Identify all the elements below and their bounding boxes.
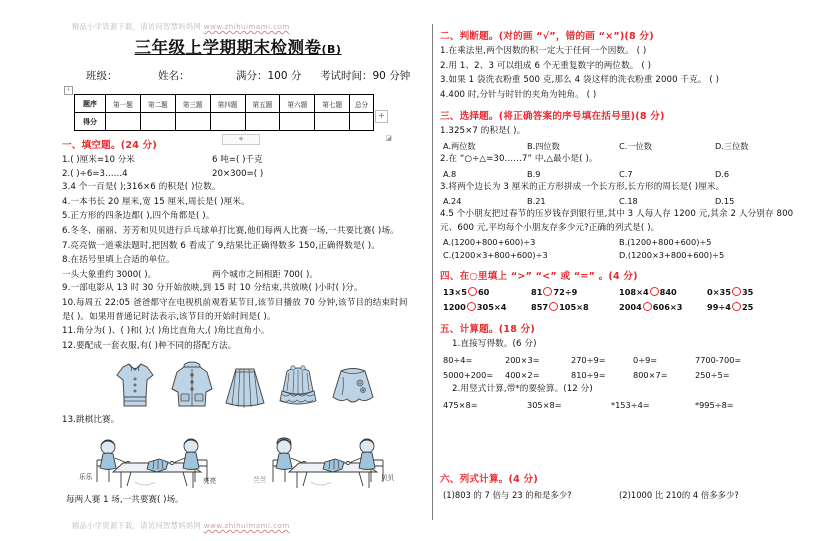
option-c[interactable]: C.一位数 bbox=[619, 140, 652, 151]
two-kids-table-icon-2 bbox=[251, 430, 401, 492]
fill-item-2-left: 2.( )÷6=3……4 bbox=[62, 168, 128, 179]
compare-item bbox=[443, 285, 531, 300]
total-score-label: 满分：100 分 bbox=[236, 70, 302, 82]
option-b[interactable]: B.9 bbox=[527, 168, 541, 179]
judge-item-3: 3.如果 1 袋洗衣粉重 500 克,那么 4 袋这样的洗衣粉重 2000 千克。 ( ) bbox=[440, 75, 720, 86]
score-table-col-7: 第七题 bbox=[315, 95, 350, 113]
calc-expr: *995÷8= bbox=[695, 399, 734, 410]
watermark-top bbox=[72, 22, 290, 32]
score-table-wrapper bbox=[66, 87, 392, 143]
compare-right: 35 bbox=[741, 287, 754, 298]
calc-expr: 810÷9= bbox=[571, 369, 606, 380]
student-info-line bbox=[62, 68, 414, 83]
compare-left: 0×35 bbox=[707, 287, 731, 298]
vertical-calc-row bbox=[440, 398, 812, 413]
section-5-sub-2: 2.用竖式计算,带*的要验算。(12 分) bbox=[452, 383, 593, 394]
fill-item-8-left: 一头大象重约 3000( )。 bbox=[62, 269, 157, 280]
name-label: 姓名： bbox=[158, 70, 190, 82]
calc-expr: 270÷9= bbox=[571, 354, 606, 365]
choice-item-3-options bbox=[440, 195, 812, 208]
compare-left: 13×5 bbox=[443, 287, 467, 298]
fill-item-8: 8.在括号里填上合适的单位。 bbox=[62, 255, 175, 266]
watermark-bottom bbox=[72, 521, 290, 531]
choice-item-1-stem: 1.325×7 的积是( )。 bbox=[440, 126, 526, 137]
scene-left bbox=[75, 430, 225, 492]
compare-item bbox=[619, 300, 707, 315]
option-a[interactable]: A.(1200+800+600)÷3 bbox=[443, 237, 536, 248]
option-a[interactable]: A.8 bbox=[443, 168, 457, 179]
page-title-suffix: (B) bbox=[321, 43, 342, 56]
compare-circle-icon[interactable] bbox=[732, 302, 741, 311]
score-table-row-label-2: 得分 bbox=[75, 113, 106, 131]
calc-expr: 5000+200= bbox=[443, 369, 494, 380]
scene-label-beibei: 贝贝 bbox=[381, 473, 395, 482]
compare-right: 25 bbox=[741, 302, 754, 313]
table-row bbox=[75, 113, 374, 131]
calc-expr: 250÷5= bbox=[695, 369, 730, 380]
table-row bbox=[75, 95, 374, 113]
compare-item bbox=[531, 285, 619, 300]
page-title bbox=[62, 34, 414, 58]
calc-expr: 800×7= bbox=[633, 369, 668, 380]
score-table bbox=[74, 94, 374, 131]
right-column bbox=[440, 22, 812, 502]
fill-item-10: 10.每周五 22:05 爸爸都守在电视机前观看某节目,该节目播放 70 分钟,该节目的结束时间是( )。如果用普通记时法表示,该节目的开始时间是( )。 bbox=[62, 297, 408, 322]
scene-label-liangliang: 亮亮 bbox=[203, 476, 217, 485]
compare-circle-icon[interactable] bbox=[468, 287, 477, 296]
score-cell[interactable] bbox=[280, 113, 315, 131]
compare-item bbox=[531, 300, 619, 315]
fill-item-8-units bbox=[62, 269, 414, 283]
compare-right: 305×4 bbox=[476, 302, 507, 313]
skirt-icon bbox=[223, 363, 267, 411]
section-5-sub-1: 1.直接写得数。(6 分) bbox=[452, 339, 537, 350]
compare-left: 99÷4 bbox=[707, 302, 731, 313]
calc-expr: 0÷9= bbox=[633, 354, 658, 365]
page-title-main: 三年级上学期期末检测卷 bbox=[134, 38, 322, 57]
calc-expr: 7700-700= bbox=[695, 354, 742, 365]
clothing-illustration-group bbox=[72, 357, 414, 411]
fill-item-13-closing: 每两人赛 1 场,一共要赛( )场。 bbox=[66, 494, 184, 505]
option-b[interactable]: B.四位数 bbox=[527, 140, 560, 151]
choice-item-4-stem: 4.5 个小朋友把过春节的压岁钱存到银行里,其中 3 人每人存 1200 元,其余 2 人分别存 800 元、600 元,平均每个小朋友存多少元?正确的列式是( )。 bbox=[440, 209, 794, 233]
word-problem-1: (1)803 的 7 倍与 23 的和是多少? bbox=[443, 489, 572, 500]
compare-item bbox=[443, 300, 531, 315]
fill-item-4: 4.一本书长 20 厘米,宽 15 厘米,周长是( )厘米。 bbox=[62, 196, 250, 207]
fill-item-1-left: 1.( )厘米=10 分米 bbox=[62, 155, 135, 165]
choice-item-3-stem: 3.将两个边长为 3 厘米的正方形拼成一个长方形,长方形的周长是( )厘米。 bbox=[440, 181, 725, 192]
fill-item-1-right: 6 吨=( )千克 bbox=[212, 155, 263, 165]
section-4-heading: 四、在○里填上 “>” “<” 或 “=” 。(4 分) bbox=[440, 271, 638, 283]
option-a[interactable]: A.两位数 bbox=[443, 140, 476, 151]
option-b[interactable]: B.21 bbox=[527, 196, 546, 207]
class-label: 班级： bbox=[86, 70, 118, 82]
fill-item-1 bbox=[62, 154, 414, 168]
fill-item-5: 5.正方形的四条边都( ),四个角都是( )。 bbox=[62, 211, 215, 222]
compare-right: 72÷9 bbox=[553, 287, 578, 298]
compare-left: 857 bbox=[531, 302, 549, 313]
score-table-col-total: 总分 bbox=[350, 95, 374, 113]
fill-item-6: 6.冬冬、丽丽、芳芳和贝贝进行乒乓球单打比赛,他们每两人比赛一场,一共要比赛( )场。 bbox=[62, 225, 399, 236]
choice-item-2-stem: 2.在 “○÷△=30……7” 中,△最小是( )。 bbox=[440, 153, 598, 164]
section-6-heading: 六、列式计算。(4 分) bbox=[440, 473, 538, 485]
score-cell[interactable] bbox=[350, 113, 374, 131]
coat-icon bbox=[167, 359, 217, 411]
calc-expr: 400×2= bbox=[505, 369, 540, 380]
score-table-col-5: 第五题 bbox=[245, 95, 280, 113]
resize-corner-icon[interactable]: ◪ bbox=[385, 134, 392, 142]
score-table-col-3: 第三题 bbox=[175, 95, 210, 113]
dress-skirt-icon bbox=[329, 363, 377, 411]
left-column bbox=[62, 34, 414, 507]
option-a[interactable]: A.24 bbox=[443, 196, 462, 207]
compare-circle-icon[interactable] bbox=[549, 302, 558, 311]
compare-left: 2004 bbox=[619, 302, 642, 313]
score-cell[interactable] bbox=[175, 113, 210, 131]
section-3-heading: 三、选择题。(将正确答案的序号填在括号里)(8 分) bbox=[440, 111, 665, 123]
fill-item-2-right: 20×300=( ) bbox=[212, 168, 264, 179]
watermark-top-url: www.zhihuimami.com bbox=[203, 22, 290, 31]
scene-label-lele: 乐乐 bbox=[79, 472, 93, 481]
judge-item-4: 4.400 时,分针与时针的夹角为钝角。 ( ) bbox=[440, 89, 597, 100]
option-b[interactable]: B.(1200+800+600)÷5 bbox=[619, 237, 712, 248]
fill-item-12: 12.要配成一套衣服,有( )种不同的搭配方法。 bbox=[62, 340, 237, 351]
compare-item bbox=[619, 285, 707, 300]
choice-item-4-options-row2 bbox=[440, 249, 812, 262]
fill-item-2 bbox=[62, 168, 414, 182]
compare-item bbox=[707, 285, 795, 300]
calc-expr: 475×8= bbox=[443, 399, 478, 410]
choice-item-2-options bbox=[440, 168, 812, 181]
judge-item-2: 2.用 1、2、3 可以组成 6 个无重复数字的两位数。 ( ) bbox=[440, 60, 652, 71]
section-1-heading: 一、填空题。(24 分) bbox=[62, 140, 158, 151]
section-6-items bbox=[440, 488, 812, 502]
scene-right bbox=[251, 430, 401, 492]
score-cell[interactable] bbox=[315, 113, 350, 131]
option-d[interactable]: D.(1200×3+800+600)÷5 bbox=[619, 250, 725, 261]
calc-expr: 80÷4= bbox=[443, 354, 473, 365]
calc-expr: 305×8= bbox=[527, 399, 562, 410]
oral-calc-row-1 bbox=[440, 353, 812, 368]
compare-right: 105×8 bbox=[559, 302, 589, 313]
option-c[interactable]: C.(1200×3+800+600)÷3 bbox=[443, 250, 548, 261]
fill-item-11: 11.角分为( )、( )和( );( )角比直角大,( )角比直角小。 bbox=[62, 326, 270, 337]
score-table-col-1: 第一题 bbox=[106, 95, 141, 113]
score-cell[interactable] bbox=[106, 113, 141, 131]
compare-circle-icon[interactable] bbox=[543, 287, 552, 296]
fill-item-9: 9.一部电影从 13 时 30 分开始放映,到 15 时 10 分结束,共放映( )小时( )分。 bbox=[62, 283, 363, 294]
oral-calc-row-2 bbox=[440, 368, 812, 383]
compare-row-1 bbox=[440, 285, 812, 300]
choice-item-1-options bbox=[440, 140, 812, 153]
exam-time-label: 考试时间：90 分钟 bbox=[320, 70, 411, 82]
compare-right: 840 bbox=[659, 287, 677, 298]
score-table-col-6: 第六题 bbox=[280, 95, 315, 113]
option-c[interactable]: C.7 bbox=[619, 168, 633, 179]
compare-left: 81 bbox=[531, 287, 543, 298]
judge-item-1: 1.在乘法里,两个因数的积一定大于任何一个因数。 ( ) bbox=[440, 46, 647, 56]
watermark-bottom-text: 精品小学资源下载，请访问智慧妈妈网 bbox=[72, 521, 204, 530]
fill-item-7: 7.亮亮做一道乘法题时,把因数 6 看成了 9,结果比正确得数多 150,正确得数是( )。 bbox=[62, 240, 380, 251]
compare-item bbox=[707, 300, 795, 315]
compare-circle-icon[interactable] bbox=[467, 302, 476, 311]
watermark-bottom-url: www.zhihuimami.com bbox=[203, 521, 290, 530]
score-cell[interactable] bbox=[140, 113, 175, 131]
compare-right: 60 bbox=[477, 287, 490, 298]
word-problem-2: (2)1000 比 210的 4 倍多多少? bbox=[619, 489, 739, 500]
table-tennis-illustration-group bbox=[62, 430, 414, 492]
fill-item-13: 13.跳棋比赛。 bbox=[62, 415, 120, 426]
section-2-heading: 二、判断题。(对的画 “√”，错的画 “×”)(8 分) bbox=[440, 31, 654, 42]
column-divider bbox=[432, 24, 433, 520]
option-d[interactable]: D.6 bbox=[715, 168, 730, 179]
calc-expr: 200×3= bbox=[505, 354, 540, 365]
compare-right: 606×3 bbox=[652, 302, 683, 313]
table-move-handle-icon[interactable]: ✛ bbox=[64, 86, 73, 95]
option-d[interactable]: D.15 bbox=[715, 196, 735, 207]
option-c[interactable]: C.18 bbox=[619, 196, 638, 207]
shirt-icon bbox=[109, 359, 161, 411]
compare-left: 108×4 bbox=[619, 287, 649, 298]
add-column-plus-icon[interactable]: + bbox=[222, 134, 260, 145]
compare-left: 1200 bbox=[443, 302, 466, 313]
compare-circle-icon[interactable] bbox=[650, 287, 659, 296]
score-table-row-label: 题序 bbox=[75, 95, 106, 113]
fill-item-3: 3.4 个一百是( );316×6 的积是( )位数。 bbox=[62, 182, 221, 193]
score-cell[interactable] bbox=[245, 113, 280, 131]
scene-label-lanlan: 兰兰 bbox=[253, 475, 267, 484]
score-table-col-4: 第四题 bbox=[210, 95, 245, 113]
score-table-col-2: 第二题 bbox=[140, 95, 175, 113]
calc-expr: *153÷4= bbox=[611, 399, 650, 410]
compare-row-2 bbox=[440, 300, 812, 315]
fill-item-8-right: 两个城市之间相距 700( )。 bbox=[212, 269, 318, 280]
frilly-skirt-icon bbox=[273, 363, 323, 411]
score-cell[interactable] bbox=[210, 113, 245, 131]
watermark-top-text: 精品小学资源下载，请访问智慧妈妈网 bbox=[72, 22, 204, 31]
compare-circle-icon[interactable] bbox=[643, 302, 652, 311]
compare-circle-icon[interactable] bbox=[732, 287, 741, 296]
choice-item-4-options-row1 bbox=[440, 236, 812, 249]
section-5-heading: 五、计算题。(18 分) bbox=[440, 324, 536, 336]
add-row-plus-icon[interactable]: + bbox=[375, 110, 388, 123]
option-d[interactable]: D.三位数 bbox=[715, 140, 749, 151]
